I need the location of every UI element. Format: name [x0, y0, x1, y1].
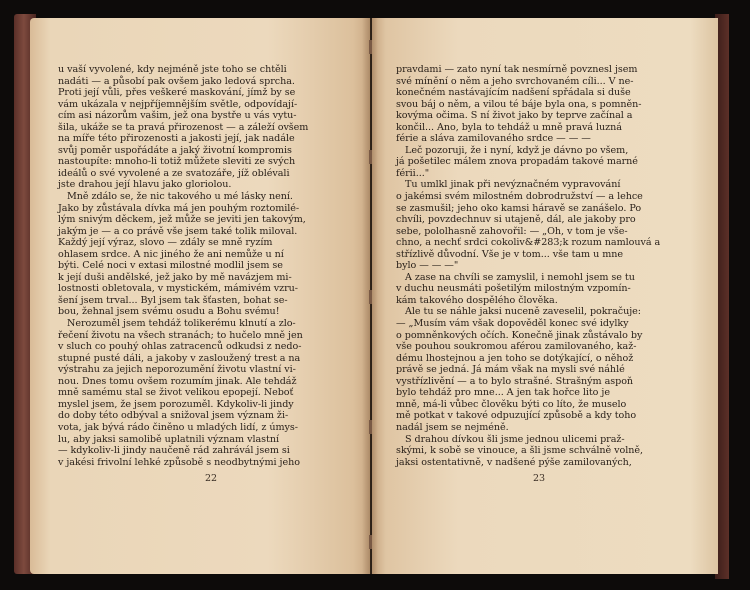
text-line: Nerozuměl jsem tehdáž tolikerému klnutí a zlo-	[58, 318, 296, 330]
binding-stitch	[369, 40, 372, 54]
text-line: nastoupíte: mnoho-li totiž můžete sleviti ze svých	[58, 156, 296, 168]
text-line: řečení životu na všech stranách; to hučelo mně jen	[58, 329, 303, 341]
text-line: férie a sláva zamilovaného srdce — — —	[396, 133, 591, 145]
text-line: skými, k sobě se vinouce, a šli jsme schválně volně,	[396, 445, 644, 457]
text-line: Mně zdálo se, že nic takového u mé lásky není.	[58, 191, 293, 203]
text-line: mně, má-li vůbec člověku býti co líto, že muselo	[396, 398, 627, 410]
text-line: nou. Dnes tomu ovšem rozumím jinak. Ale tehdáž	[58, 375, 297, 387]
text-line: — „Musím vám však dopověděl konec své idylky	[396, 318, 629, 330]
binding-stitch	[369, 290, 372, 304]
text-line: do doby této odbýval a snižoval jsem význam ži-	[58, 410, 289, 422]
text-line: vystřízlivění — a to bylo strašné. Strašným aspoň	[396, 375, 634, 387]
text-line: Ale tu se náhle jaksi nuceně zaveselil, pokračuje:	[396, 306, 641, 318]
text-line: v duchu neusmáti pošetilým milostným vzpomín-	[396, 283, 631, 295]
text-line: kovýma očima. S ní život jako by teprve začínal a	[396, 110, 633, 122]
text-line: kám takového dospělého člověka.	[396, 294, 558, 306]
text-line: mě potkat v takové odpuzující způsobě a kdy toho	[396, 410, 637, 422]
text-line: Leč pozoruji, že i nyní, když je dávno po všem,	[396, 144, 629, 156]
text-line: na míře této přirozenosti a jakosti její, jak nadále	[58, 133, 295, 145]
text-line: šila, ukáže se ta pravá přirozenost — a záleží ovšem	[58, 121, 309, 133]
text-line: já pošetilec málem znova propadám takové marné	[396, 156, 638, 168]
text-line: — kdykoliv-li jindy naučeně rád zahrávál jsem si	[58, 445, 290, 457]
text-line: o jakémsi svém milostném dobrodružství — a lehce	[396, 191, 643, 203]
text-line: v jakési frivolní lehké způsobě s neodbytnými jeho	[58, 456, 300, 468]
text-line: u vaší vyvolené, kdy nejméně jste toho se chtěli	[58, 64, 287, 75]
text-line: lostnosti obletovala, v mystickém, mámivém vzru-	[58, 283, 298, 295]
text-line: právě se jedná. Já mám však na mysli své náhlé	[396, 364, 625, 376]
text-line: svůj poměr uspořádáte a jaký životní kompromis	[58, 144, 292, 156]
text-line: bylo — — —"	[396, 260, 459, 272]
left-page-text	[58, 64, 308, 468]
right-page-text	[396, 64, 660, 468]
text-line: vám ukázala v nejpříjemnějším světle, odpovídají-	[58, 98, 298, 110]
text-line: Každý její výraz, slovo — zdály se mně ryzím	[58, 237, 273, 249]
text-line: výstrahu za jejich neporozumění životu vlastní vi-	[58, 364, 296, 376]
binding-stitch	[369, 535, 372, 549]
text-line: nadáti — a působí pak ovšem jako ledová sprcha.	[58, 75, 295, 87]
text-line: chno, a nechť srdci cokoliv&#283;k rozum namlouvá a	[396, 237, 661, 249]
text-line: sebe, pololhasně zahovořil: — „Oh, v tom je vše-	[396, 225, 628, 237]
text-line: končil... Ano, byla to tehdáž u mně pravá luzná	[396, 121, 622, 133]
text-line: lu, aby jaksi samolibě uplatnili význam vlastní	[58, 433, 279, 445]
text-line: stupné pusté dáli, a jakoby v zasloužený trest a na	[58, 352, 301, 364]
text-line: jste drahou její hlavu jako gloriolou.	[58, 179, 232, 191]
text-line: lým snivým děckem, jež může se jeviti jen takovým,	[58, 214, 306, 226]
text-line: střízlivě důvodní. Vše je v tom... vše tam u mne	[396, 248, 624, 260]
text-line: bylo tehdáž pro mne... A jen tak hořce lito je	[396, 387, 610, 399]
text-line: býti. Celé noci v extasi milostné modlil jsem se	[58, 260, 283, 272]
text-line: férii..."	[396, 167, 430, 179]
binding-stitch	[369, 150, 372, 164]
text-line: mně samému stal se život velikou epopejí. Neboť	[58, 387, 294, 399]
text-line: nadál jsem se nejméně.	[396, 421, 509, 433]
text-line: ohlasem srdce. A nic jiného že ani nemůže u ní	[58, 248, 284, 260]
text-line: se zasmušil; jeho oko kamsi háravě se zanášelo. Po	[396, 202, 642, 214]
text-line: o pomněnkových očích. Konečně jinak zůstávalo by	[396, 329, 643, 341]
text-line: svou báj o něm, a vilou té báje byla ona, s pomněn-	[396, 98, 642, 110]
text-line: A zase na chvíli se zamyslil, i nemohl jsem se tu	[396, 271, 635, 283]
text-line: jaksi ostentativně, v nadšené pýše zamilovaných,	[396, 456, 632, 468]
text-line: své mínění o něm a jeho svrchovaném cíli... V ne-	[396, 75, 634, 87]
left-page-number: 22	[205, 473, 218, 484]
text-line: jakým je — a co právě vše jsem také tolik miloval.	[58, 225, 298, 237]
text-line: ideálů o své vyvolené a ze svatozáře, jíž oblévali	[58, 167, 290, 179]
text-line: vše pouhou soukromou aférou zamilovaného, kaž-	[396, 341, 637, 353]
text-line: Tu umlkl jinak při nevýznačném vypravování	[396, 179, 621, 191]
text-line: Proti její vůli, přes veškeré maskování, jímž by se	[58, 87, 296, 99]
binding-stitch	[369, 420, 372, 434]
text-line: chvíli, povzdechnuv si utajeně, dál, ale jakoby pro	[396, 214, 636, 226]
text-line: bou, žehnal jsem svému osudu a Bohu svému!	[58, 306, 280, 318]
text-line: v sluch co pouhý ohlas zatracenců odkudsi z nedo-	[58, 341, 302, 353]
text-line: vota, jak bývá rádo činěno u mladých lidí, z úmys-	[58, 421, 298, 433]
text-line: pravdami — zato nyní tak nesmírně povznesl jsem	[396, 64, 638, 75]
text-line: myslel jsem, že jsem porozuměl. Kdykoliv-li jindy	[58, 398, 294, 410]
text-line: k její duši andělské, jež jako by mě navázjem mi-	[58, 271, 292, 283]
text-line: šení jsem trval... Byl jsem tak šťasten, bohat se-	[58, 294, 288, 306]
right-page-number: 23	[533, 473, 546, 484]
text-line: cím asi názorům vašim, jež ona bystře u vás vytu-	[58, 110, 297, 122]
text-line: Jako by zůstávala dívka má jen pouhým roztomilé-	[58, 202, 300, 214]
text-line: dému lhostejnou a jen toho se dotýkající, o něhož	[396, 352, 634, 364]
text-line: konečném nastávajícím nadšení spřádala si duše	[396, 87, 631, 99]
text-line: S drahou dívkou šli jsme jednou ulicemi praž-	[396, 433, 625, 445]
